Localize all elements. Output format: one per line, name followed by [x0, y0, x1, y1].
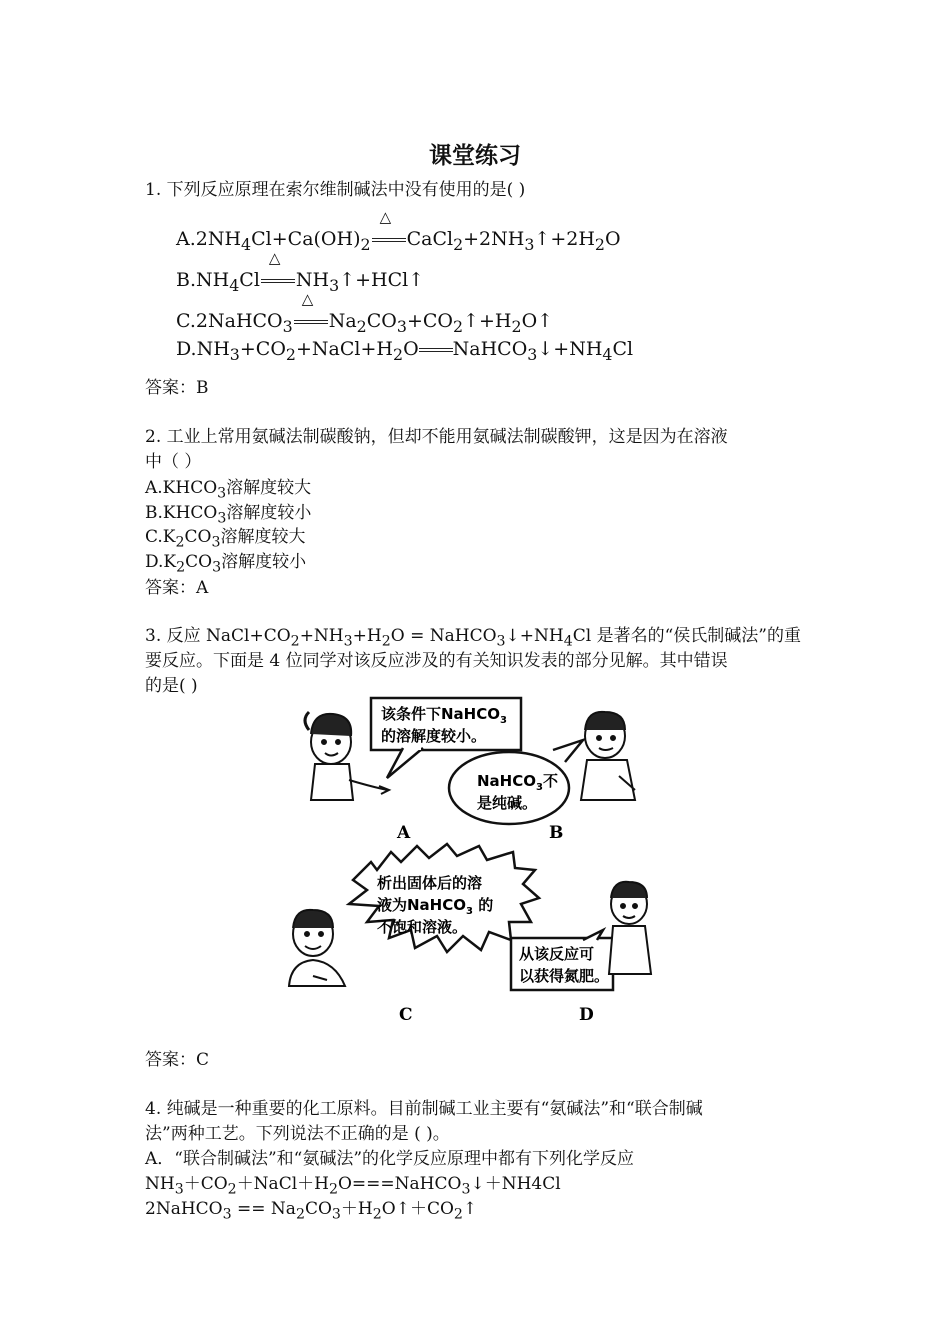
q2-answer: 答案：A [145, 578, 209, 598]
label-b: B [549, 823, 564, 843]
student-c-figure [289, 910, 345, 986]
bubble-a-line2: 的溶解度较小。 [381, 727, 487, 745]
q1-option-b: $B.NH_4Cl$ △ $NH_3↑+HCl↑$ [176, 268, 424, 298]
label-c: C [399, 1005, 413, 1025]
q2-option-d: $D.K_2CO_3$溶解度较小 [145, 552, 307, 576]
students-illustration [283, 690, 683, 1030]
q2-stem-line2: 中（ ） [145, 452, 202, 472]
q1-answer: 答案：B [145, 378, 209, 398]
label-a: A [397, 823, 411, 843]
heat-equals-sign [293, 290, 329, 333]
speech-bubble-c [349, 844, 539, 952]
q4-stem-line2: 法”两种工艺。下列说法不正确的是 ( )。 [145, 1124, 450, 1144]
bubble-b-line1: NaHCO$_3$不 [477, 772, 558, 793]
heat-equals-sign [371, 208, 407, 251]
q2-stem-line1: 2. 工业上常用氨碱法制碳酸钠，但却不能用氨碱法制碳酸钾，这是因为在溶液 [145, 427, 728, 447]
page-title: 课堂练习 [429, 142, 521, 169]
bubble-c-line1: 析出固体后的溶 [377, 874, 483, 892]
q3-stem-line3: 的是( ) [145, 676, 198, 696]
q4-option-a: A．“联合制碱法”和“氨碱法”的化学反应原理中都有下列化学反应 [145, 1149, 635, 1169]
bubble-d-line2: 以获得氮肥。 [519, 967, 610, 985]
heat-triangle-icon: △ [379, 208, 392, 226]
student-d-figure [609, 882, 651, 974]
q1-option-d: $D.NH_3+CO_2+NaCl+H_2O$ $NaHCO_3↓+NH_4Cl$ [176, 338, 634, 364]
q3-stem-line1: 3. 反应 $NaCl+CO_2+NH_3+H_2O$ = $NaHCO_3↓+NH_4Cl$ 是著名的“侯氏制碱法”的重 [145, 626, 801, 650]
heat-triangle-icon: △ [268, 249, 281, 267]
student-b-figure [581, 712, 635, 800]
heat-triangle-icon: △ [301, 290, 314, 308]
q3-stem-line2: 要反应。下面是 4 位同学对该反应涉及的有关知识发表的部分见解。其中错误 [145, 651, 728, 671]
q4-stem-line1: 4. 纯碱是一种重要的化工原料。目前制碱工业主要有“氨碱法”和“联合制碱 [145, 1099, 703, 1119]
bubble-d-line1: 从该反应可 [519, 945, 595, 963]
q4-equation-2: 2NaHCO$_3$ == $Na_2CO_3+H_2O↑+CO_2↑$ [145, 1199, 478, 1223]
bubble-a-line1: 该条件下NaHCO$_3$ [381, 705, 507, 726]
speech-bubble-b [449, 740, 583, 824]
equals-sign [419, 348, 453, 352]
speech-bubble-d [511, 930, 613, 990]
label-d: D [579, 1005, 594, 1025]
q3-answer: 答案：C [145, 1050, 210, 1070]
heat-equals-sign [260, 249, 296, 292]
q2-option-a: $A.KHCO_3$溶解度较大 [145, 478, 312, 502]
q1-option-a: $A.2NH_4Cl+Ca(OH)_2$ △ $CaCl_2+2NH_3↑+2H_2O$ [176, 227, 621, 257]
bubble-c-line2: 液为NaHCO$_3$ 的 [377, 896, 494, 917]
q1-option-c: C.2NaHCO$_3$ △ $Na_2CO_3+CO_2↑+H_2O↑$ [176, 309, 553, 339]
bubble-b-line2: 是纯碱。 [477, 794, 538, 812]
q1-stem: 1. 下列反应原理在索尔维制碱法中没有使用的是( ) [145, 180, 526, 200]
bubble-c-line3: 不饱和溶液。 [377, 918, 468, 936]
q2-option-c: $C.K_2CO_3$溶解度较大 [145, 527, 306, 551]
q2-option-b: $B.KHCO_3$溶解度较小 [145, 503, 312, 527]
q4-equation-1: $NH_3+CO_2+NaCl+H_2O===NaHCO_3↓+NH4Cl$ [145, 1174, 561, 1198]
